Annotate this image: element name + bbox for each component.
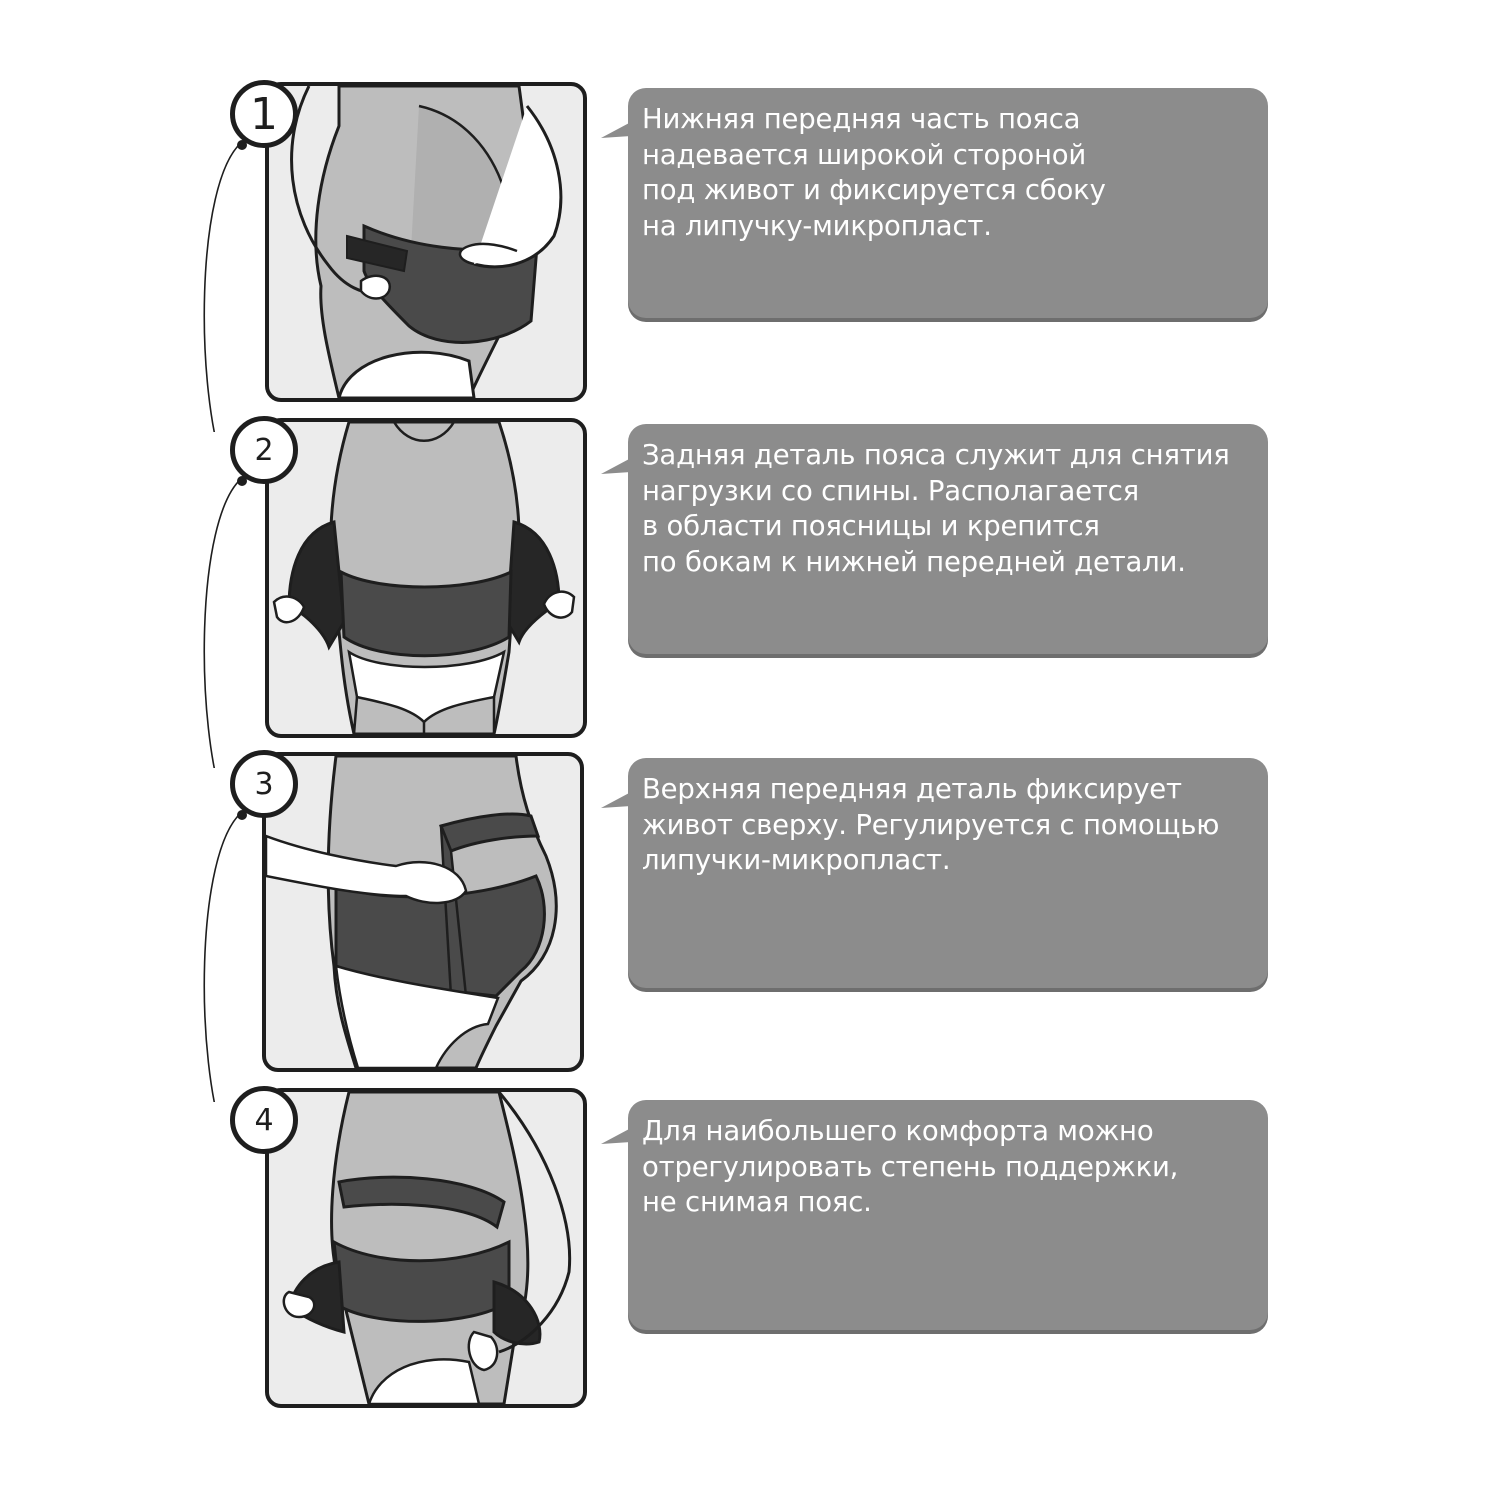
- bubble-tail: [601, 122, 631, 140]
- bubble-tail: [601, 458, 631, 476]
- step-3-illustration: [262, 752, 584, 1072]
- description-line: надевается широкой стороной: [642, 138, 1087, 171]
- step-number-badge: 1: [230, 80, 298, 148]
- connector-dot: [237, 476, 247, 486]
- description-line: по бокам к нижней передней детали.: [642, 545, 1186, 578]
- step-1: [0, 82, 1500, 417]
- step-1-illustration: [265, 82, 587, 402]
- step-number-badge: 3: [230, 750, 298, 818]
- description-line: живот сверху. Регулируется с помощью: [642, 808, 1220, 841]
- step-4: [0, 1088, 1500, 1423]
- step-number-badge: 2: [230, 416, 298, 484]
- step-1-description: [628, 88, 1268, 318]
- description-line: Задняя деталь пояса служит для снятия: [642, 439, 1230, 471]
- description-line: нагрузки со спины. Располагается: [642, 474, 1139, 507]
- bubble-tail: [601, 792, 631, 810]
- connector-arc: [195, 812, 265, 1102]
- step-number-badge: 4: [230, 1086, 298, 1154]
- step-3: [0, 752, 1500, 1087]
- description-line: Для наибольшего комфорта можно: [642, 1115, 1154, 1147]
- connector-dot: [237, 810, 247, 820]
- connector-arc: [195, 478, 265, 768]
- step-2: [0, 418, 1500, 753]
- step-2-illustration: [265, 418, 587, 738]
- step-2-description: [628, 424, 1268, 654]
- step-4-description: [628, 1100, 1268, 1330]
- description-line: Верхняя передняя деталь фиксирует: [642, 773, 1182, 805]
- description-line: под живот и фиксируется сбоку: [642, 174, 1106, 206]
- step-3-description: [628, 758, 1268, 988]
- description-line: не снимая пояс.: [642, 1186, 872, 1218]
- description-line: Нижняя передняя часть пояса: [642, 103, 1081, 135]
- description-line: отрегулировать степень поддержки,: [642, 1150, 1179, 1183]
- connector-dot: [237, 140, 247, 150]
- step-4-illustration: [265, 1088, 587, 1408]
- bubble-tail: [601, 1128, 631, 1146]
- description-line: на липучку-микропласт.: [642, 209, 992, 242]
- connector-arc: [195, 142, 265, 432]
- description-line: в области поясницы и крепится: [642, 510, 1100, 542]
- description-line: липучки-микропласт.: [642, 844, 951, 876]
